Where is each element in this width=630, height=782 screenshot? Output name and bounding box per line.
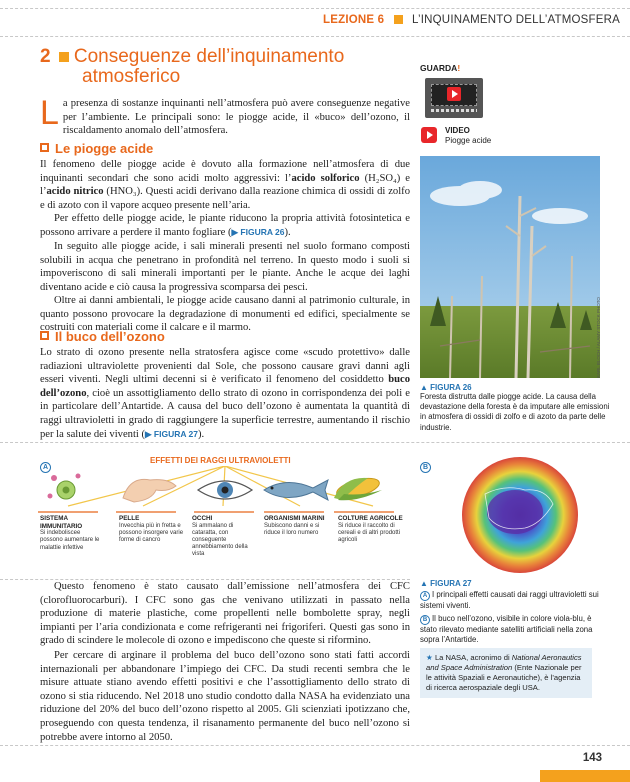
nasa-text-a: La NASA, acronimo di — [434, 653, 512, 662]
effect-crops — [338, 515, 408, 544]
footer-tab — [540, 770, 630, 782]
acid-rain-p2 — [40, 212, 410, 239]
guarda-label — [420, 63, 460, 73]
figure-b-marker — [420, 454, 431, 473]
ozone-p1-a: Lo strato di ozono presente nella stratosfera agisce come «scudo protettivo» dalle radiazioni ultraviolette provenienti dal Sole, che possono causare gravi danni agli esseri viventi. Negli ultimi decenni si è verificato il fenomeno del cosiddetto — [40, 347, 410, 386]
eye-icon — [198, 481, 252, 499]
figure-27-label: ▲ FIGURA 27 — [420, 579, 472, 588]
ozone-p3: Per cercare di arginare il problema del buco dell’ozono sono stati fatti accordi internazionali per abbandonare l’impiego dei CFC. Da studi recenti sembra che le misure attuate stiano avendo effetti positivi e che l’assottigliamento dello strato di ozono si stia riducendo. Nel 2018 uno studio condotto dalla NASA ha evidenziato una riduzione del 20% del buco dell’ozono rispetto al 2005. Gli scienziati ipotizzano che, proseguendo con questa tendenza, il risanamento permanente del buco nell’ozono si potrebbe avere intorno al 2050. — [40, 650, 410, 743]
progress-dashes — [431, 109, 477, 112]
section-square-icon — [59, 52, 69, 62]
header-title: L’INQUINAMENTO DELL’ATMOSFERA — [412, 14, 620, 26]
term-ozone-hole: buco dell’ozono — [40, 374, 410, 399]
heading-square-icon — [40, 143, 49, 152]
heading-square-icon — [40, 331, 49, 340]
figure-a-label: A — [40, 462, 51, 473]
effect-skin — [119, 515, 185, 544]
acid-rain-heading — [40, 141, 153, 156]
drop-cap: L — [40, 94, 59, 132]
effect-text: Subiscono danni e si riduce il loro numero — [264, 522, 320, 536]
figure-27-link[interactable]: ▶ FIGURA 27 — [145, 428, 199, 439]
nasa-text-c: (Ente Nazionale per le attività Spaziali e Aeronautiche), è l’agenzia di ricerca aerospaziale degli USA. — [426, 663, 582, 692]
acid-rain-p1-a: Il fenomeno delle piogge acide è dovuto alla formazione nell’atmosfera di due inquinanti secondari che sono acidi molto aggressivi: l’ — [40, 159, 410, 184]
skin-hand-icon — [123, 479, 176, 502]
video-title: Piogge acide — [445, 136, 492, 145]
label-b-icon: B — [420, 615, 430, 625]
video-thumbnail[interactable] — [425, 78, 483, 118]
effect-title: PELLE — [119, 515, 140, 522]
ozone-heading — [40, 329, 165, 344]
figure-26-caption — [420, 383, 610, 433]
figure-26-text: Foresta distrutta dalle piogge acide. La causa della devastazione della foresta è da imputare alle emissioni in atmosfera di ossidi di zolfo e di azoto da parte delle industrie. — [420, 392, 610, 432]
nasa-text-b: National Aeronautics and Space Administration — [426, 653, 582, 672]
video-link[interactable] — [445, 126, 491, 146]
figure-26-link[interactable]: ▶ FIGURA 26 — [231, 226, 285, 237]
acid-rain-p1-d: (HNO₃). Questi acidi derivano dalla reazione chimica di ossidi di zolfo e di azoto con il vapore acqueo presente nell’aria. — [40, 186, 410, 211]
corn-icon — [334, 475, 382, 502]
effect-text: Si riduce il raccolto di cereali e di altri prodotti agricoli — [338, 522, 401, 543]
figure-27-item-a — [420, 590, 610, 611]
acid-rain-p1 — [40, 158, 410, 212]
guarda-text: GUARDA — [420, 63, 458, 73]
figure-27-text-b: Il buco nell’ozono, visibile in colore viola-blu, è stato rilevato mediante satelliti artificiali nella zona sopra l’Antartide. — [420, 614, 593, 645]
forest-photo — [420, 156, 600, 378]
page-number: 143 — [582, 752, 602, 764]
lesson-label: LEZIONE 6 — [323, 14, 385, 26]
uv-effects-list — [40, 515, 410, 575]
immune-cell-icon — [48, 474, 81, 500]
section-title-line1: Conseguenze dell’inquinamento — [73, 46, 345, 67]
effect-title: ORGANISMI MARINI — [264, 515, 325, 522]
effect-text: Si ammalano di cataratta, con conseguente annebbiamento della vista — [192, 522, 248, 558]
effect-title: OCCHI — [192, 515, 213, 522]
figure-26-label: ▲ FIGURA 26 — [420, 383, 472, 392]
ozone-p1-end: ). — [198, 428, 205, 440]
ozone-p2: Questo fenomeno è stato causato dall’emissione nell’atmosfera dei CFC (clorofluorocarburi). I CFC sono gas che venivano utilizzati in passato nella produzione di materie plastiche, come propellenti nelle bombolette spray, negli impianti per l’aria condizionata e come refrigeranti nei frigoriferi. Questi gas sono in grado di scindere le molecole di ozono e impediscono che queste si riformino. — [40, 581, 410, 647]
effect-immune-system — [40, 515, 104, 552]
guarda-exclaim: ! — [457, 63, 461, 73]
section-number: 2 — [40, 46, 51, 67]
header-rule-bottom — [0, 36, 630, 37]
intro-paragraph — [40, 94, 410, 138]
acid-rain-heading-text: Le piogge acide — [55, 141, 154, 156]
section-title-line2: atmosferico — [82, 66, 181, 87]
footer-rule — [0, 745, 630, 746]
effect-marine-organisms — [264, 515, 328, 537]
figure-27-text-a: I principali effetti causati dai raggi ultravioletti sui sistemi viventi. — [420, 590, 599, 610]
acid-rain-p3: In seguito alle piogge acide, i sali minerali presenti nel suolo formano composti solubili in acqua che penetrano in profondità nel terreno. In questo modo i suoli si impoveriscono di sali minerali importanti per le piante. Anche le acque dei laghi diventano acide e ciò causa la progressiva scomparsa dei pesci. — [40, 241, 410, 293]
figure-rule-top — [0, 442, 630, 443]
video-play-button[interactable] — [421, 127, 437, 143]
ozone-p1-c: , cioè un assottigliamento dello strato di ozono in corrispondenza dei poli e in particolare dell’Antartide. A causa del buco dell’ozono è aumentata la quantità di raggi ultravioletti in grado di raggiungere la superficie terrestre, aumentando il rischio per la salute dei viventi ( — [40, 387, 410, 440]
figure-27-caption — [420, 579, 610, 646]
effect-eyes — [192, 515, 258, 559]
ozone-p1 — [40, 346, 410, 441]
effect-text: Invecchia più in fretta e possono insorgere varie forme di cancro — [119, 522, 184, 543]
figure-b-label: B — [420, 462, 431, 473]
header-rule — [0, 8, 630, 9]
term-nitric-acid: acido nitrico — [46, 186, 104, 198]
label-a-icon: A — [420, 591, 430, 601]
ozone-hole-area — [487, 490, 543, 534]
term-sulfuric-acid: acido solforico — [291, 172, 360, 184]
ozone-hole-map — [445, 454, 595, 576]
uv-figure-title: EFFETTI DEI RAGGI ULTRAVIOLETTI — [150, 456, 291, 465]
photo-credit: KARL BLOCH / ALAMY STOCK PHOTO — [596, 297, 601, 378]
fish-icon — [264, 480, 328, 500]
acid-rain-p2-end: ). — [284, 226, 291, 238]
intro-text: a presenza di sostanze inquinanti nell’atmosfera può avere conseguenze negative per l’ambiente. Le principali sono: le piogge acide, il «buco» dell’ozono, il riscaldamento anomalo dell’atmosfera. — [62, 98, 410, 137]
header-square-icon — [394, 15, 403, 24]
acid-rain-p2-text: Per effetto delle piogge acide, le piante riducono la propria attività fotosintetica e possono arrivare a perdere il manto fogliare ( — [40, 213, 410, 238]
effect-title: COLTURE AGRICOLE — [338, 515, 403, 522]
play-icon — [447, 87, 461, 101]
acid-rain-p4: Oltre ai danni ambientali, le piogge acide causano danni al patrimonio culturale, in quanto possono provocare la degradazione di monumenti ed edifici, specialmente se costruiti con materiali come il calcare e il marmo. — [40, 295, 410, 334]
running-header — [300, 14, 620, 26]
section-title — [40, 47, 344, 87]
video-label: VIDEO — [445, 126, 470, 135]
nasa-note-box — [420, 648, 592, 698]
figure-27-item-b — [420, 614, 610, 645]
effect-title: SISTEMA IMMUNITARIO — [40, 515, 83, 530]
effect-text: Si indeboliscee possono aumentare le malattie infettive — [40, 530, 100, 551]
ozone-heading-text: Il buco dell’ozono — [55, 329, 165, 344]
acid-rain-p1-c: (H₂SO₄) e l’ — [40, 172, 410, 198]
star-icon: ★ — [426, 653, 433, 662]
